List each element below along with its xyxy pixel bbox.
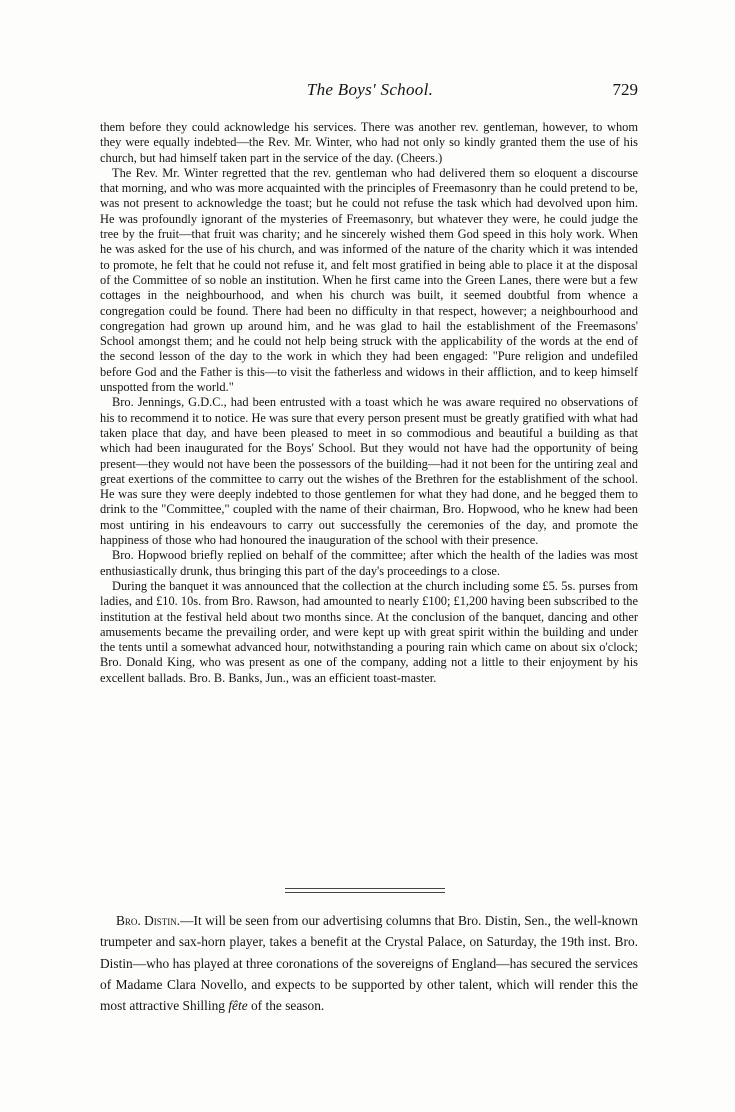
paragraph-continuation: them before they could acknowledge his services. There was another rev. gentleman, however, to whom they were equally indebted—the Rev. Mr. Winter, who had not only so kindly granted them the use of his church, but had himself taken part in the service of the day. (Cheers.) <box>100 120 638 165</box>
page-number: 729 <box>612 80 638 99</box>
article-body <box>100 120 638 686</box>
running-title: The Boys' School. <box>306 80 434 99</box>
paragraph-banquet-collection: During the banquet it was announced that the collection at the church including some £5. 5s. purses from ladies, and £10. 10s. from Bro. Rawson, had amounted to nearly £100; £1,200 having been subscribed to the institution at the festival held about two months since. At the conclusion of the banquet, dancing and other amusements became the prevailing order, and were kept up with great spirit within the building and under the tents until a somewhat advanced hour, notwithstanding a pouring rain which came on about six o'clock; Bro. Donald King, who was present as one of the company, adding not a little to their enjoyment by his excellent ballads. Bro. B. Banks, Jun., was an efficient toast-master. <box>100 578 638 685</box>
paragraph-hopwood-reply: Bro. Hopwood briefly replied on behalf of the committee; after which the health of the ladies was most enthusiastically drunk, thus bringing this part of the day's proceedings to a close. <box>100 548 638 578</box>
paragraph-winter-reply: The Rev. Mr. Winter regretted that the rev. gentleman who had delivered them so eloquent a discourse that morning, and who was more acquainted with the principles of Freemasonry than he could pretend to be, was not present to acknowledge the toast; but he could not refuse the task which had devolved upon him. He was profoundly ignorant of the mysteries of Freemasonry, but whatever they were, he could judge the tree by the fruit—that fruit was charity; and he sincerely wished them God speed in this holy work. When he was asked for the use of his church, and was informed of the nature of the charity which it was intended to promote, he felt that he could not refuse it, and felt most gratified in being able to place it at the disposal of the Committee of so noble an institution. When he first came into the Green Lanes, there were but a few cottages in the neighbourhood, and when his church was built, it seemed doubtful from whence a congregation could be found. There had been no difficulty in that respect, however; a neighbourhood and congregation had grown up around him, and he was glad to hail the establishment of the Freemasons' School amongst them; and he could not help being struck with the applicability of the words at the end of the second lesson of the day to the work in which they had been engaged: "Pure religion and undefiled before God and the Father is this—to visit the fatherless and widows in their affliction, and to keep himself unspotted from the world." <box>100 165 638 395</box>
page-header <box>100 80 640 106</box>
note-fete: fête <box>228 998 248 1014</box>
distin-note <box>100 910 638 1016</box>
section-divider <box>285 888 445 893</box>
note-lead: Bro. Distin. <box>116 913 181 928</box>
paragraph-jennings-toast: Bro. Jennings, G.D.C., had been entrusted with a toast which he was aware required no observations of his to recommend it to notice. He was sure that every person present must be greatly gratified with what had taken place that day, and have been pleased to meet in so commodious and beautiful a building as that which had been inaugurated for the Boys' School. But they would not have had the opportunity of being present—they would not have been the possessors of the building—had it not been for the untiring zeal and great exertions of the committee to carry out the wishes of the Brethren for the establishment of the school. He was sure they were deeply indebted to those gentlemen for what they had done, and he begged them to drink to the "Committee," coupled with the name of their chairman, Bro. Hopwood, who he knew had been most untiring in his endeavours to carry out successfully the ceremonies of the day, and promote the happiness of those who had honoured the inauguration of the school with their presence. <box>100 395 638 548</box>
note-text-2: of the season. <box>247 998 325 1014</box>
distin-paragraph <box>100 910 638 1016</box>
note-text-1: —It will be seen from our advertising columns that Bro. Distin, Sen., the well-known trumpeter and sax-horn player, takes a benefit at the Crystal Palace, on Saturday, the 19th inst. Bro. Distin—who has played at three coronations of the sovereigns of England—has secured the services of Madame Clara Novello, and expects to be supported by other talent, which will render this the most attractive Shilling <box>100 913 638 1014</box>
